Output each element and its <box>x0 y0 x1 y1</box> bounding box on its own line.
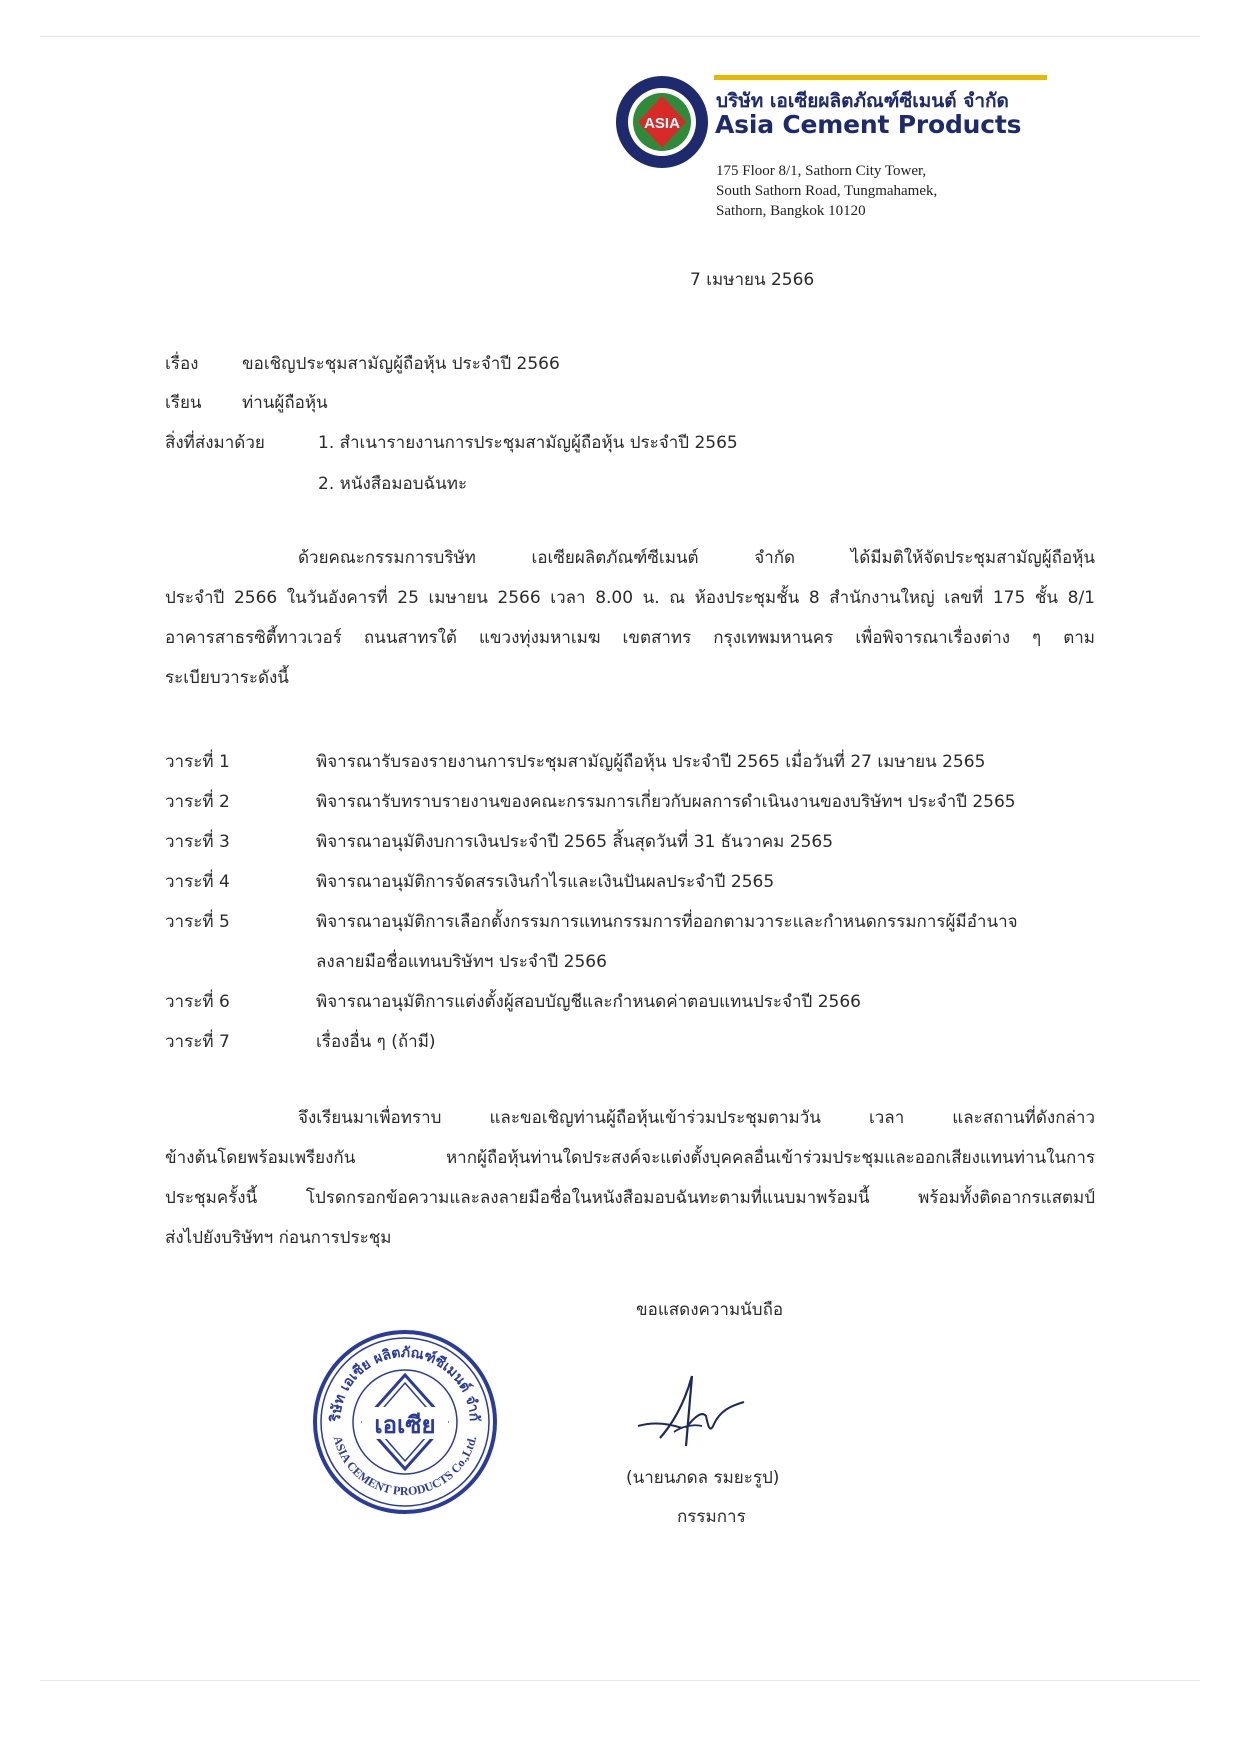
agenda-item-text: ลงลายมือชื่อแทนบริษัทฯ ประจำปี 2566 <box>316 952 607 972</box>
agenda-item-label: วาระที่ 4 <box>165 872 230 892</box>
paragraph-line: ส่งไปยังบริษัทฯ ก่อนการประชุม <box>165 1228 392 1248</box>
agenda-item-label: วาระที่ 1 <box>165 752 230 772</box>
agenda-item-label: วาระที่ 7 <box>165 1032 230 1052</box>
agenda-item-text: เรื่องอื่น ๆ (ถ้ามี) <box>316 1032 436 1052</box>
address-line: Sathorn, Bangkok 10120 <box>716 203 866 219</box>
company-address <box>716 161 937 221</box>
closing-salutation: ขอแสดงความนับถือ <box>636 1300 784 1320</box>
subject-label: เรื่อง <box>165 354 199 374</box>
agenda-item-text: พิจารณาอนุมัติการเลือกตั้งกรรมการแทนกรรมการที่ออกตามวาระและกำหนดกรรมการผู้มีอำนาจ <box>316 912 1018 932</box>
address-line: 175 Floor 8/1, Sathorn City Tower, <box>716 163 927 179</box>
paragraph-line: ระเบียบวาระดังนี้ <box>165 668 289 688</box>
letterhead-accent-bar <box>714 75 1047 80</box>
address-line: South Sathorn Road, Tungmahamek, <box>716 183 938 199</box>
logo-text: ASIA <box>644 115 680 132</box>
enclosure-item: 2. หนังสือมอบฉันทะ <box>318 474 468 494</box>
enclosure-item: 1. สำเนารายงานการประชุมสามัญผู้ถือหุ้น ประจำปี 2565 <box>318 433 738 453</box>
handwritten-signature <box>630 1366 750 1456</box>
letter-date: 7 เมษายน 2566 <box>690 270 815 290</box>
scan-bottom-rule <box>40 1680 1200 1681</box>
agenda-item-label: วาระที่ 6 <box>165 992 230 1012</box>
company-name-english: Asia Cement Products <box>715 110 1022 139</box>
agenda-item-text: พิจารณารับทราบรายงานของคณะกรรมการเกี่ยวกับผลการดำเนินงานของบริษัทฯ ประจำปี 2565 <box>316 792 1016 812</box>
paragraph-line: ประจำปี 2566 ในวันอังคารที่ 25 เมษายน 2566 เวลา 8.00 น. ณ ห้องประชุมชั้น 8 สำนักงานใหญ่ เลขที่ 175 ชั้น 8/1 <box>165 588 1095 608</box>
agenda-item-text: พิจารณาอนุมัติงบการเงินประจำปี 2565 สิ้นสุดวันที่ 31 ธันวาคม 2565 <box>316 832 834 852</box>
closing-paragraph <box>165 1098 1095 1258</box>
agenda-item-label: วาระที่ 2 <box>165 792 230 812</box>
seal-ring-thai: ริษัท เอเซีย ผลิตภัณฑ์ซีเมนต์ จำกั <box>327 1344 483 1422</box>
paragraph-line: ประชุมครั้งนี้ โปรดกรอกข้อความและลงลายมือชื่อในหนังสือมอบฉันทะตามที่แนบมาพร้อมนี้ พร้อมทั้งติดอากรแสตมป์ <box>165 1188 1095 1208</box>
paragraph-line: อาคารสาธรซิตี้ทาวเวอร์ ถนนสาทรใต้ แขวงทุ่งมหาเมฆ เขตสาทร กรุงเทพมหานคร เพื่อพิจารณาเรื่องต่าง ๆ ตาม <box>165 628 1095 648</box>
subject-value: ขอเชิญประชุมสามัญผู้ถือหุ้น ประจำปี 2566 <box>242 354 560 374</box>
enclosure-label: สิ่งที่ส่งมาด้วย <box>165 433 265 453</box>
signer-title: กรรมการ <box>677 1507 746 1527</box>
to-value: ท่านผู้ถือหุ้น <box>242 393 328 413</box>
to-label: เรียน <box>165 393 202 413</box>
agenda-item-text: พิจารณาอนุมัติการแต่งตั้งผู้สอบบัญชีและกำหนดค่าตอบแทนประจำปี 2566 <box>316 992 861 1012</box>
agenda-item-text: พิจารณาอนุมัติการจัดสรรเงินกำไรและเงินปันผลประจำปี 2565 <box>316 872 775 892</box>
intro-paragraph <box>165 538 1095 698</box>
company-seal <box>310 1327 500 1517</box>
company-logo <box>614 74 710 170</box>
agenda-item-label: วาระที่ 5 <box>165 912 230 932</box>
seal-center-text: เอเซีย <box>374 1411 436 1439</box>
paragraph-line: ด้วยคณะกรรมการบริษัท เอเซียผลิตภัณฑ์ซีเมนต์ จำกัด ได้มีมติให้จัดประชุมสามัญผู้ถือหุ้น <box>298 548 1095 568</box>
scan-top-rule <box>40 36 1200 37</box>
signer-name: (นายนภดล รมยะรูป) <box>626 1468 780 1488</box>
seal-ring-english: ASIA CEMENT PRODUCTS Co.,Ltd. <box>330 1434 480 1499</box>
paragraph-line: จึงเรียนมาเพื่อทราบ และขอเชิญท่านผู้ถือหุ้นเข้าร่วมประชุมตามวัน เวลา และสถานที่ดังกล่าว <box>298 1108 1095 1128</box>
agenda-item-label: วาระที่ 3 <box>165 832 230 852</box>
paragraph-line: ข้างต้นโดยพร้อมเพรียงกัน หากผู้ถือหุ้นท่านใดประสงค์จะแต่งตั้งบุคคลอื่นเข้าร่วมประชุมและออกเสียงแทนท่านในการ <box>165 1148 1095 1168</box>
company-name-thai: บริษัท เอเซียผลิตภัณฑ์ซีเมนต์ จำกัด <box>716 90 1009 112</box>
agenda-item-text: พิจารณารับรองรายงานการประชุมสามัญผู้ถือหุ้น ประจำปี 2565 เมื่อวันที่ 27 เมษายน 2565 <box>316 752 986 772</box>
